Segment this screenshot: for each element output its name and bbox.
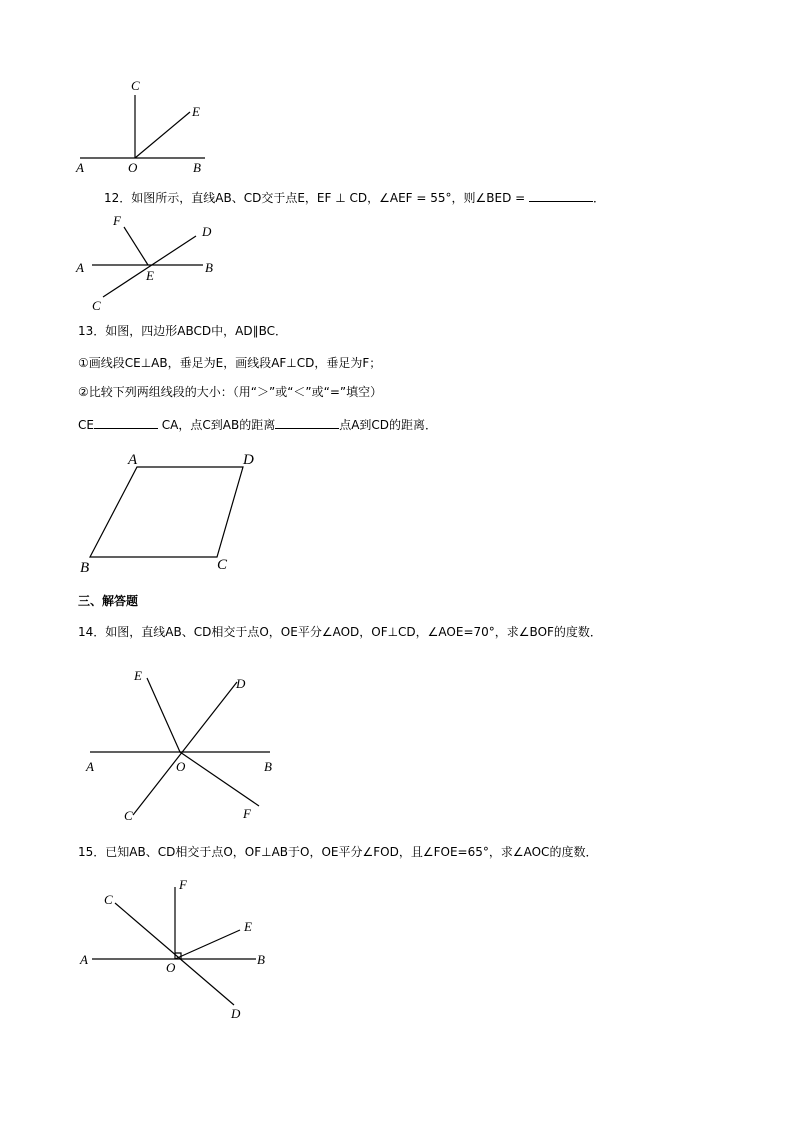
label-O: O: [166, 960, 176, 975]
question-number: 15．: [78, 845, 106, 859]
label-C: C: [217, 557, 228, 573]
question-number: 12．: [104, 191, 132, 205]
question-number: 14．: [78, 625, 106, 639]
label-E: E: [192, 104, 200, 119]
label-A: A: [128, 452, 138, 468]
label-O: O: [128, 160, 138, 175]
label-A: A: [86, 759, 94, 774]
label-F: F: [113, 213, 121, 228]
question-13-stem: 13．如图，四边形ABCD中，AD∥BC．: [78, 324, 287, 338]
label-A: A: [76, 160, 84, 175]
label-C: C: [104, 892, 113, 907]
label-B: B: [80, 560, 90, 576]
label-C: C: [92, 298, 101, 313]
label-E: E: [244, 919, 252, 934]
label-F: F: [243, 806, 251, 821]
question-end: ．: [593, 191, 606, 205]
ray-OE: [175, 930, 240, 959]
label-E: E: [146, 268, 154, 283]
question-13-compare: CE CA，点C到AB的距离 点A到CD的距离．: [78, 418, 438, 432]
label-D: D: [202, 224, 212, 239]
label-C: C: [131, 78, 140, 93]
label-O: O: [176, 759, 186, 774]
label-D: D: [243, 452, 254, 468]
label-A: A: [80, 952, 88, 967]
label-E: E: [134, 668, 142, 683]
question-text: 已知AB、CD相交于点O，OF⊥AB于O，OE平分∠FOD，且∠FOE=65°，求∠AOC的度数．: [105, 845, 598, 859]
label-B: B: [205, 260, 213, 275]
label-B: B: [193, 160, 201, 175]
label-C: C: [124, 808, 133, 823]
label-D: D: [231, 1006, 241, 1021]
question-number: 13．: [78, 324, 106, 338]
question-text: 如图所示，直线AB、CD交于点E，EF ⊥ CD，∠AEF = 55°，则∠BED =: [131, 191, 526, 205]
label-F: F: [179, 877, 187, 892]
label-A: A: [76, 260, 84, 275]
question-13-part1: ①画线段CE⊥AB，垂足为E，画线段AF⊥CD，垂足为F；: [78, 356, 382, 370]
label-B: B: [264, 759, 272, 774]
question-text: 如图，直线AB、CD相交于点O，OE平分∠AOD，OF⊥CD，∠AOE=70°，求∠BOF的度数．: [105, 625, 602, 639]
section-title: 三、解答题: [78, 594, 139, 608]
question-13-part2: ②比较下列两组线段的大小：（用“＞”或“＜”或“=”填空）: [78, 385, 383, 399]
label-D: D: [236, 676, 246, 691]
label-B: B: [257, 952, 265, 967]
